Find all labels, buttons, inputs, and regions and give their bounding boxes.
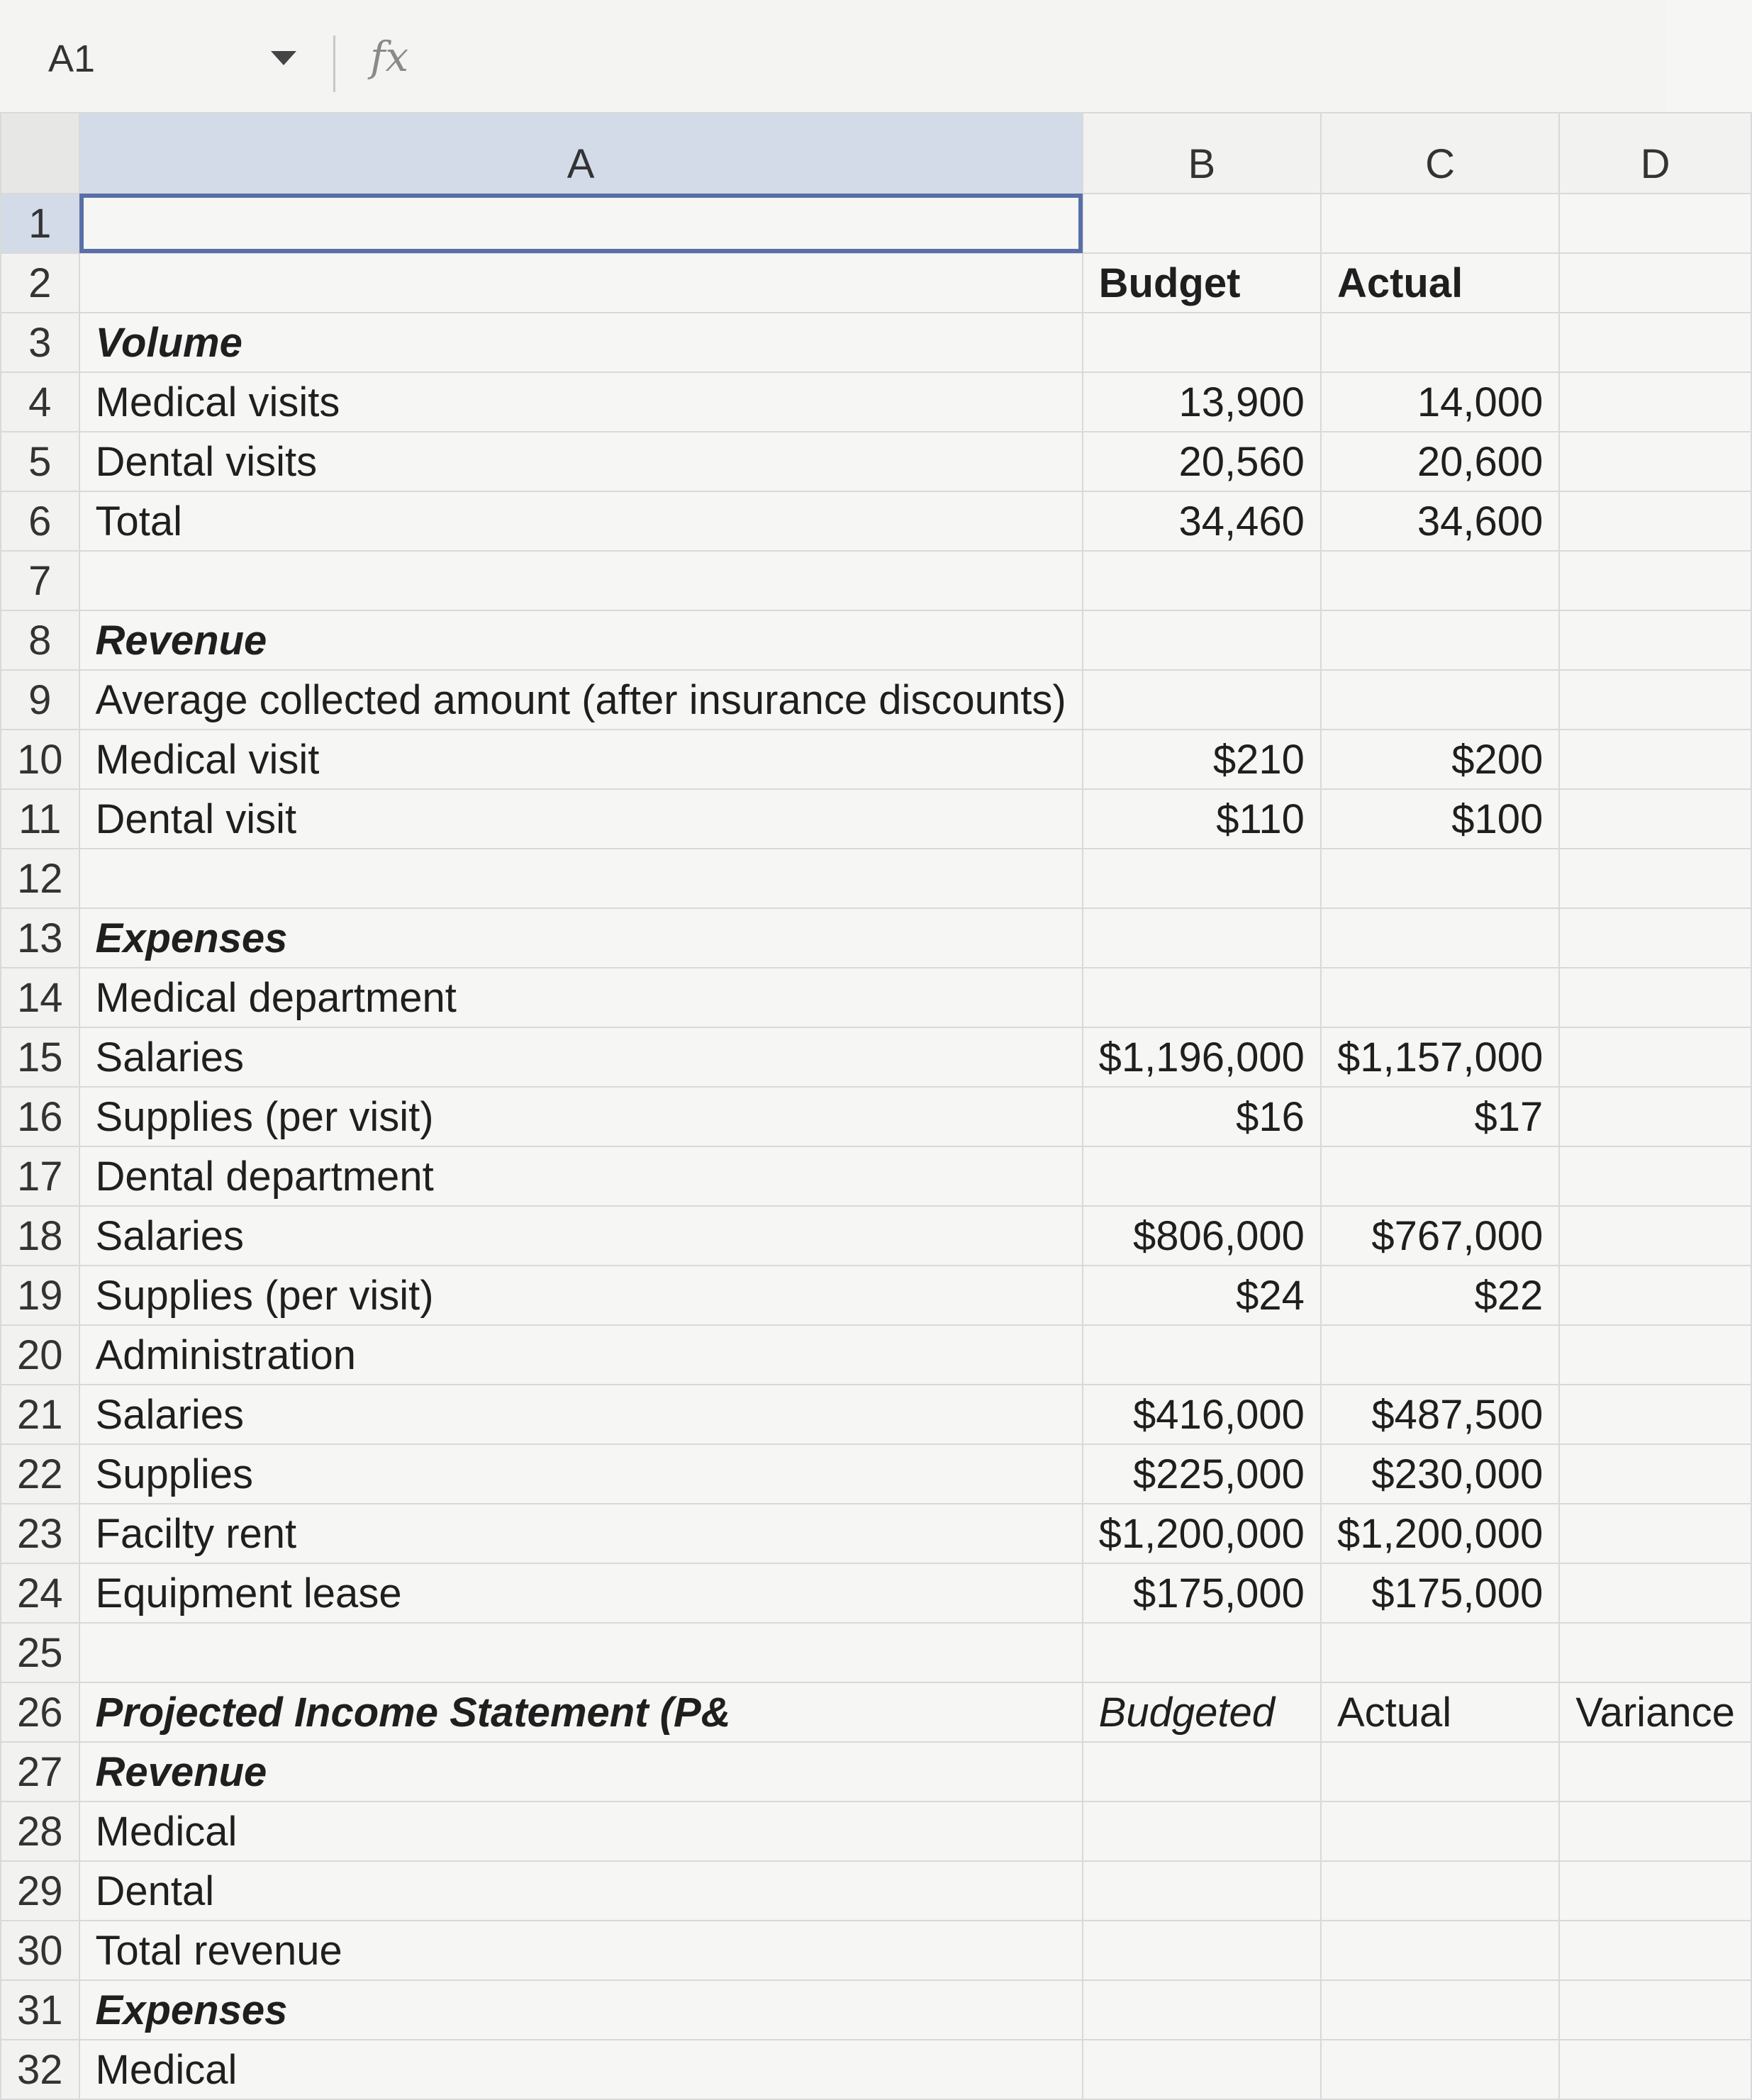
select-all-corner[interactable] <box>1 113 79 194</box>
cell-b22[interactable]: $225,000 <box>1083 1444 1321 1504</box>
cell-c5[interactable]: 20,600 <box>1321 432 1559 491</box>
row-header[interactable]: 4 <box>1 372 79 432</box>
cell-a16[interactable]: Supplies (per visit) <box>79 1087 1083 1146</box>
cell-d4[interactable] <box>1559 372 1751 432</box>
cell-b11[interactable]: $110 <box>1083 789 1321 849</box>
sheet-row <box>1 1027 1751 1087</box>
row-header[interactable]: 19 <box>1 1266 79 1325</box>
cell-d9[interactable] <box>1559 670 1751 730</box>
cell-a13[interactable]: Expenses <box>79 908 1083 968</box>
sheet-row <box>1 1742 1751 1802</box>
name-box[interactable]: A1 <box>48 38 96 80</box>
cell-a30[interactable]: Total revenue <box>79 1921 1083 1980</box>
sheet-row <box>1 1921 1751 1980</box>
cell-b7[interactable] <box>1083 551 1321 610</box>
cell-c3[interactable] <box>1321 313 1559 372</box>
cell-c6[interactable]: 34,600 <box>1321 491 1559 551</box>
sheet-row <box>1 1385 1751 1444</box>
sheet-row <box>1 1980 1751 2040</box>
row-header[interactable]: 2 <box>1 253 79 313</box>
cell-a31[interactable]: Expenses <box>79 1980 1083 2040</box>
cell-c27[interactable] <box>1321 1742 1559 1802</box>
cell-a4[interactable]: Medical visits <box>79 372 1083 432</box>
cell-d6[interactable] <box>1559 491 1751 551</box>
cell-b4[interactable]: 13,900 <box>1083 372 1321 432</box>
cell-c26[interactable]: Actual <box>1321 1682 1559 1742</box>
cell-d2[interactable] <box>1559 253 1751 313</box>
row-header[interactable]: 1 <box>1 194 79 253</box>
row-header[interactable]: 14 <box>1 968 79 1027</box>
cell-b18[interactable]: $806,000 <box>1083 1206 1321 1266</box>
cell-d8[interactable] <box>1559 610 1751 670</box>
cell-b14[interactable] <box>1083 968 1321 1027</box>
cell-b19[interactable]: $24 <box>1083 1266 1321 1325</box>
sheet-row <box>1 1266 1751 1325</box>
row-header[interactable]: 5 <box>1 432 79 491</box>
cell-c17[interactable] <box>1321 1146 1559 1206</box>
cell-a10[interactable]: Medical visit <box>79 730 1083 789</box>
cell-a1[interactable] <box>79 194 1083 253</box>
sheet-row <box>1 1087 1751 1146</box>
row-header[interactable]: 10 <box>1 730 79 789</box>
sheet-row <box>1 968 1751 1027</box>
cell-b28[interactable] <box>1083 1802 1321 1861</box>
cell-a11[interactable]: Dental visit <box>79 789 1083 849</box>
cell-a14[interactable]: Medical department <box>79 968 1083 1027</box>
row-header[interactable]: 29 <box>1 1861 79 1921</box>
cell-d15[interactable] <box>1559 1027 1751 1087</box>
sheet-row <box>1 849 1751 908</box>
row-header[interactable]: 11 <box>1 789 79 849</box>
cell-a32[interactable]: Medical <box>79 2040 1083 2099</box>
cell-a18[interactable]: Salaries <box>79 1206 1083 1266</box>
row-header[interactable]: 27 <box>1 1742 79 1802</box>
sheet-row <box>1 1563 1751 1623</box>
cell-c11[interactable]: $100 <box>1321 789 1559 849</box>
cell-c1[interactable] <box>1321 194 1559 253</box>
cell-a27[interactable]: Revenue <box>79 1742 1083 1802</box>
sheet-row <box>1 491 1751 551</box>
cell-d25[interactable] <box>1559 1623 1751 1682</box>
row-header[interactable]: 7 <box>1 551 79 610</box>
cell-d24[interactable] <box>1559 1563 1751 1623</box>
sheet-row <box>1 1444 1751 1504</box>
row-header[interactable]: 25 <box>1 1623 79 1682</box>
cell-a23[interactable]: Facilty rent <box>79 1504 1083 1563</box>
row-header[interactable]: 13 <box>1 908 79 968</box>
row-header[interactable]: 6 <box>1 491 79 551</box>
spreadsheet-grid <box>0 112 1735 2100</box>
cell-c8[interactable] <box>1321 610 1559 670</box>
cell-b26[interactable]: Budgeted <box>1083 1682 1321 1742</box>
cell-b2[interactable]: Budget <box>1083 253 1321 313</box>
row-header[interactable]: 26 <box>1 1682 79 1742</box>
column-header-b[interactable]: B <box>1083 113 1321 194</box>
cell-d12[interactable] <box>1559 849 1751 908</box>
sheet-row <box>1 194 1751 253</box>
column-header-row <box>1 113 1751 194</box>
column-header-d[interactable]: D <box>1559 113 1751 194</box>
cell-b32[interactable] <box>1083 2040 1321 2099</box>
cell-c13[interactable] <box>1321 908 1559 968</box>
row-header[interactable]: 3 <box>1 313 79 372</box>
cell-c12[interactable] <box>1321 849 1559 908</box>
cell-c24[interactable]: $175,000 <box>1321 1563 1559 1623</box>
sheet-row <box>1 1504 1751 1563</box>
row-header[interactable]: 18 <box>1 1206 79 1266</box>
cell-c15[interactable]: $1,157,000 <box>1321 1027 1559 1087</box>
cell-d14[interactable] <box>1559 968 1751 1027</box>
cell-b29[interactable] <box>1083 1861 1321 1921</box>
cell-d30[interactable] <box>1559 1921 1751 1980</box>
cell-c30[interactable] <box>1321 1921 1559 1980</box>
cell-b31[interactable] <box>1083 1980 1321 2040</box>
row-header[interactable]: 20 <box>1 1325 79 1385</box>
cell-b17[interactable] <box>1083 1146 1321 1206</box>
cell-b16[interactable]: $16 <box>1083 1087 1321 1146</box>
cell-b13[interactable] <box>1083 908 1321 968</box>
cell-c2[interactable]: Actual <box>1321 253 1559 313</box>
sheet-row <box>1 1682 1751 1742</box>
cell-a6[interactable]: Total <box>79 491 1083 551</box>
cell-a9[interactable]: Average collected amount (after insurance discounts) <box>79 670 1083 730</box>
row-header[interactable]: 24 <box>1 1563 79 1623</box>
cell-d10[interactable] <box>1559 730 1751 789</box>
sheet-row <box>1 908 1751 968</box>
cell-b1[interactable] <box>1083 194 1321 253</box>
cell-c4[interactable]: 14,000 <box>1321 372 1559 432</box>
cell-b21[interactable]: $416,000 <box>1083 1385 1321 1444</box>
row-header[interactable]: 21 <box>1 1385 79 1444</box>
cell-c21[interactable]: $487,500 <box>1321 1385 1559 1444</box>
cell-d17[interactable] <box>1559 1146 1751 1206</box>
sheet-row <box>1 789 1751 849</box>
cell-b15[interactable]: $1,196,000 <box>1083 1027 1321 1087</box>
cell-d27[interactable] <box>1559 1742 1751 1802</box>
column-header-c[interactable]: C <box>1321 113 1559 194</box>
cell-d1[interactable] <box>1559 194 1751 253</box>
sheet-row <box>1 1802 1751 1861</box>
cell-a26[interactable]: Projected Income Statement (P& <box>79 1682 1083 1742</box>
row-header[interactable]: 32 <box>1 2040 79 2099</box>
formula-bar <box>0 0 1666 122</box>
cell-d18[interactable] <box>1559 1206 1751 1266</box>
fx-icon: fx <box>370 33 409 81</box>
sheet-row <box>1 730 1751 789</box>
cell-d26[interactable]: Variance <box>1559 1682 1751 1742</box>
cell-d13[interactable] <box>1559 908 1751 968</box>
cell-c14[interactable] <box>1321 968 1559 1027</box>
cell-b8[interactable] <box>1083 610 1321 670</box>
row-header[interactable]: 22 <box>1 1444 79 1504</box>
row-header[interactable]: 15 <box>1 1027 79 1087</box>
cell-b20[interactable] <box>1083 1325 1321 1385</box>
cell-a17[interactable]: Dental department <box>79 1146 1083 1206</box>
cell-b3[interactable] <box>1083 313 1321 372</box>
cell-c20[interactable] <box>1321 1325 1559 1385</box>
cell-a7[interactable] <box>79 551 1083 610</box>
cell-b12[interactable] <box>1083 849 1321 908</box>
sheet-table <box>0 112 1752 2100</box>
cell-c29[interactable] <box>1321 1861 1559 1921</box>
row-header[interactable]: 23 <box>1 1504 79 1563</box>
cell-a24[interactable]: Equipment lease <box>79 1563 1083 1623</box>
cell-d23[interactable] <box>1559 1504 1751 1563</box>
cell-b23[interactable]: $1,200,000 <box>1083 1504 1321 1563</box>
cell-d5[interactable] <box>1559 432 1751 491</box>
cell-c10[interactable]: $200 <box>1321 730 1559 789</box>
cell-b5[interactable]: 20,560 <box>1083 432 1321 491</box>
cell-c23[interactable]: $1,200,000 <box>1321 1504 1559 1563</box>
sheet-row <box>1 670 1751 730</box>
cell-b30[interactable] <box>1083 1921 1321 1980</box>
row-header[interactable]: 30 <box>1 1921 79 1980</box>
sheet-row <box>1 313 1751 372</box>
cell-d22[interactable] <box>1559 1444 1751 1504</box>
cell-a28[interactable]: Medical <box>79 1802 1083 1861</box>
cell-c18[interactable]: $767,000 <box>1321 1206 1559 1266</box>
cell-b9[interactable] <box>1083 670 1321 730</box>
sheet-row <box>1 1861 1751 1921</box>
sheet-row <box>1 610 1751 670</box>
sheet-row <box>1 1325 1751 1385</box>
cell-a2[interactable] <box>79 253 1083 313</box>
cell-d3[interactable] <box>1559 313 1751 372</box>
cell-c28[interactable] <box>1321 1802 1559 1861</box>
cell-a29[interactable]: Dental <box>79 1861 1083 1921</box>
sheet-row <box>1 1623 1751 1682</box>
row-header[interactable]: 16 <box>1 1087 79 1146</box>
sheet-row <box>1 1206 1751 1266</box>
cell-c9[interactable] <box>1321 670 1559 730</box>
cell-a25[interactable] <box>79 1623 1083 1682</box>
cell-c31[interactable] <box>1321 1980 1559 2040</box>
column-header-a[interactable]: A <box>79 113 1083 194</box>
cell-a22[interactable]: Supplies <box>79 1444 1083 1504</box>
cell-a3[interactable]: Volume <box>79 313 1083 372</box>
cell-d31[interactable] <box>1559 1980 1751 2040</box>
cell-d16[interactable] <box>1559 1087 1751 1146</box>
cell-d21[interactable] <box>1559 1385 1751 1444</box>
cell-d28[interactable] <box>1559 1802 1751 1861</box>
cell-b6[interactable]: 34,460 <box>1083 491 1321 551</box>
cell-d7[interactable] <box>1559 551 1751 610</box>
cell-d11[interactable] <box>1559 789 1751 849</box>
cell-a15[interactable]: Salaries <box>79 1027 1083 1087</box>
cell-c16[interactable]: $17 <box>1321 1087 1559 1146</box>
cell-c7[interactable] <box>1321 551 1559 610</box>
row-header[interactable]: 9 <box>1 670 79 730</box>
cell-b24[interactable]: $175,000 <box>1083 1563 1321 1623</box>
cell-a20[interactable]: Administration <box>79 1325 1083 1385</box>
cell-c32[interactable] <box>1321 2040 1559 2099</box>
cell-d32[interactable] <box>1559 2040 1751 2099</box>
sheet-row <box>1 2040 1751 2099</box>
cell-b10[interactable]: $210 <box>1083 730 1321 789</box>
sheet-row <box>1 1146 1751 1206</box>
row-header[interactable]: 12 <box>1 849 79 908</box>
row-header[interactable]: 17 <box>1 1146 79 1206</box>
cell-c22[interactable]: $230,000 <box>1321 1444 1559 1504</box>
cell-b25[interactable] <box>1083 1623 1321 1682</box>
row-header[interactable]: 28 <box>1 1802 79 1861</box>
cell-d19[interactable] <box>1559 1266 1751 1325</box>
cell-d20[interactable] <box>1559 1325 1751 1385</box>
cell-c19[interactable]: $22 <box>1321 1266 1559 1325</box>
cell-a12[interactable] <box>79 849 1083 908</box>
sheet-row <box>1 372 1751 432</box>
cell-d29[interactable] <box>1559 1861 1751 1921</box>
name-box-dropdown-icon[interactable] <box>271 51 296 65</box>
row-header[interactable]: 8 <box>1 610 79 670</box>
cell-a5[interactable]: Dental visits <box>79 432 1083 491</box>
row-header[interactable]: 31 <box>1 1980 79 2040</box>
cell-a8[interactable]: Revenue <box>79 610 1083 670</box>
cell-a19[interactable]: Supplies (per visit) <box>79 1266 1083 1325</box>
sheet-row <box>1 253 1751 313</box>
cell-c25[interactable] <box>1321 1623 1559 1682</box>
formula-bar-divider <box>333 35 335 92</box>
cell-a21[interactable]: Salaries <box>79 1385 1083 1444</box>
sheet-row <box>1 551 1751 610</box>
sheet-row <box>1 432 1751 491</box>
cell-b27[interactable] <box>1083 1742 1321 1802</box>
